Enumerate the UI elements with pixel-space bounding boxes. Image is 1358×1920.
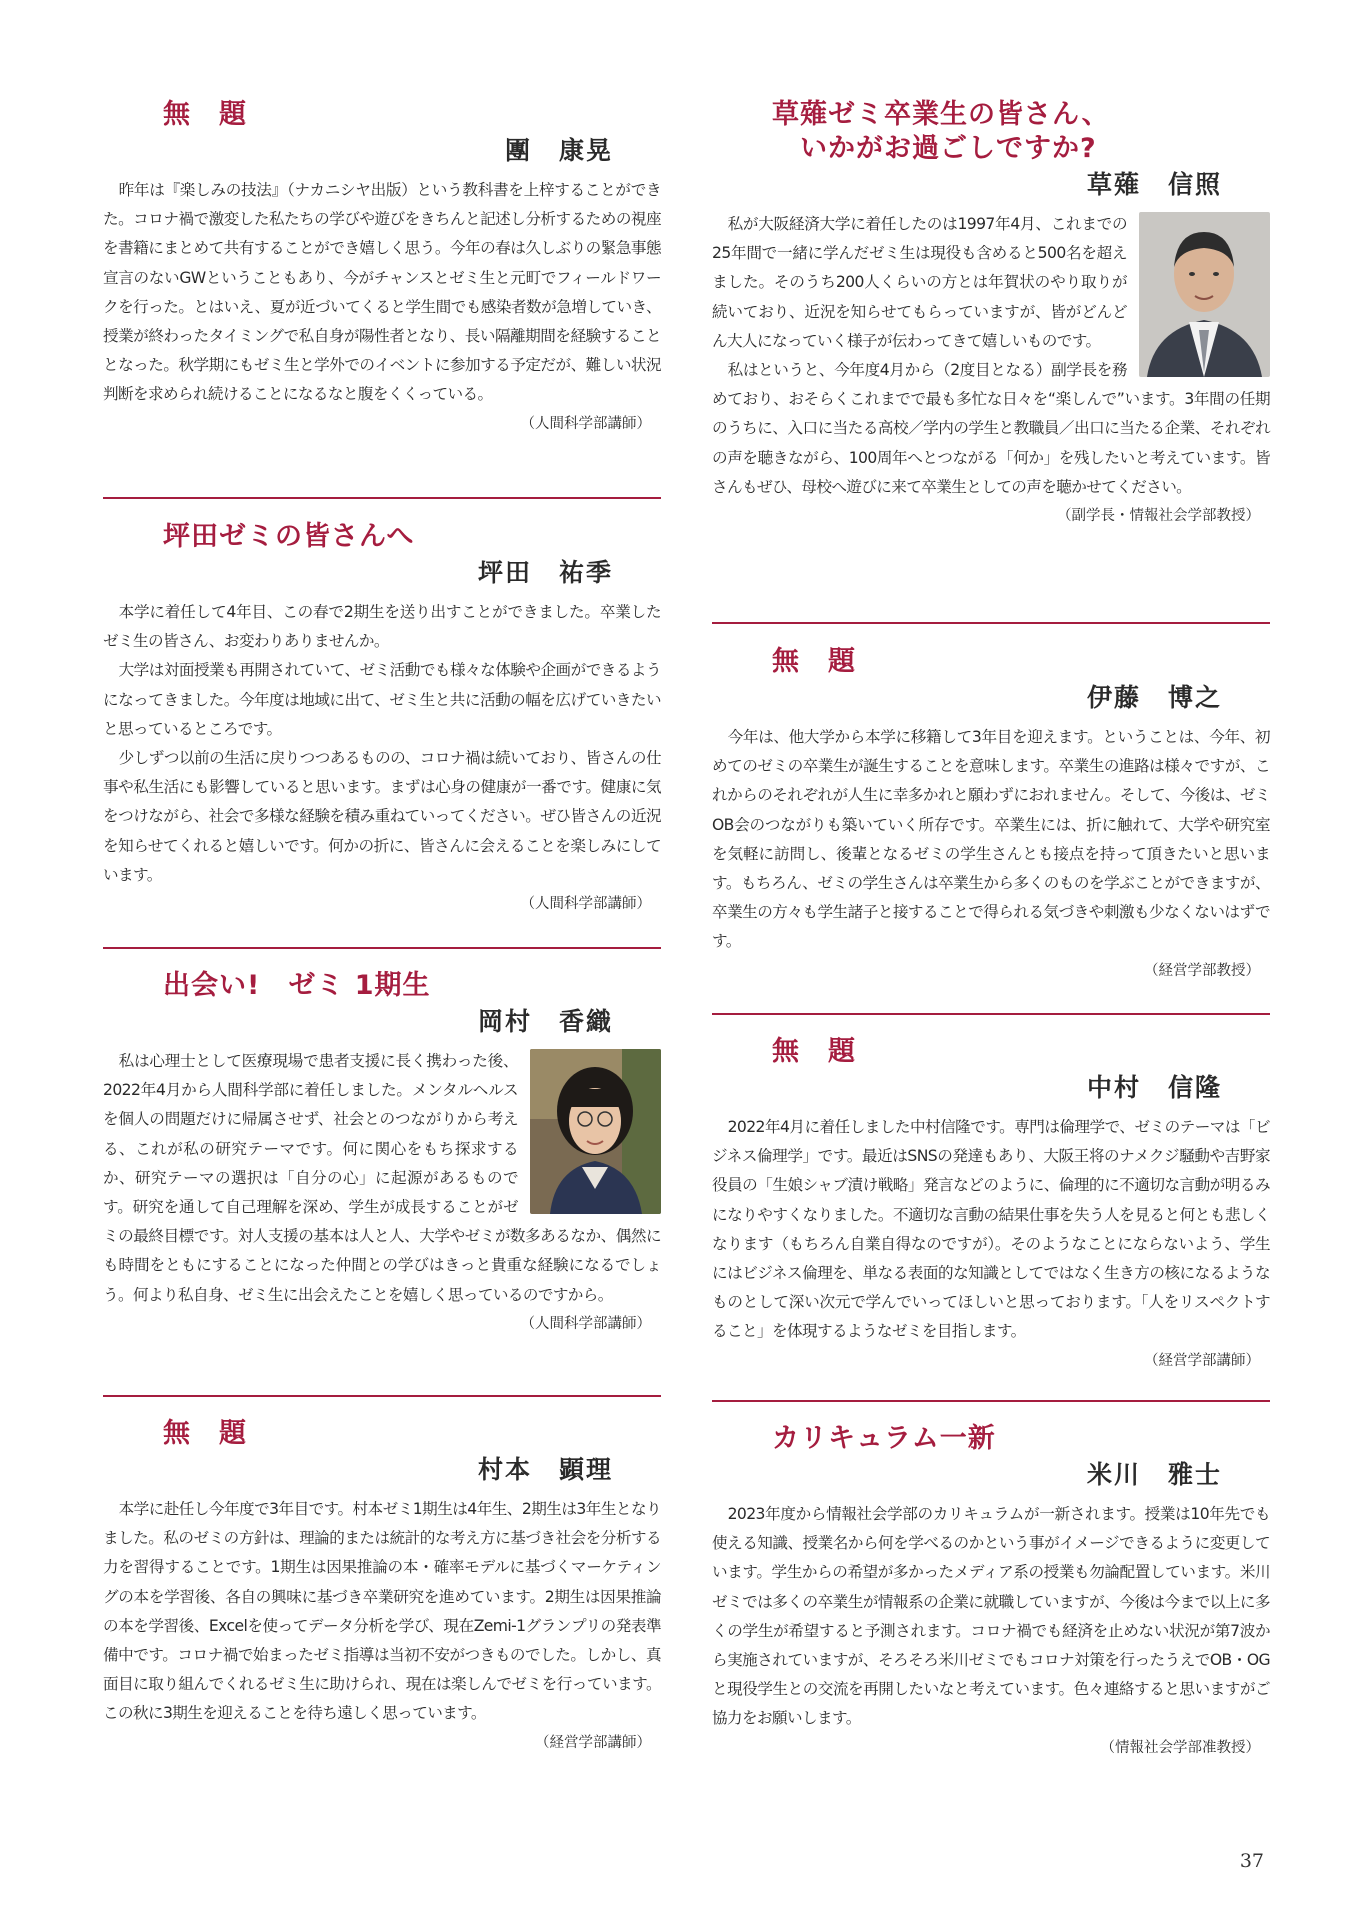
author-photo-kusanagi — [1139, 212, 1270, 377]
article-author: 草薙 信照 — [1086, 170, 1222, 199]
article-body — [712, 1113, 1270, 1347]
page-number: 37 — [1239, 1850, 1264, 1872]
article-body — [712, 210, 1270, 502]
article-body — [712, 1500, 1270, 1734]
article-title: 草薙ゼミ卒業生の皆さん、 いかがお過ごしですか? — [772, 99, 1110, 164]
article-author: 團 康晃 — [504, 136, 613, 165]
article-author: 米川 雅士 — [1086, 1460, 1222, 1489]
article-title: 無 題 — [772, 646, 856, 677]
article-ito — [712, 645, 1270, 985]
article-title: 無 題 — [163, 99, 247, 130]
article-affiliation: （人間科学部講師） — [520, 896, 651, 913]
article-kusanagi — [712, 98, 1270, 530]
article-paragraph: 2022年4月に着任しました中村信隆です。専門は倫理学で、ゼミのテーマは「ビジネス倫理学」です。最近はSNSの発達もあり、大阪王将のナメクジ騒動や吉野家役員の「生娘シャブ漬け戦略」発言などのように、倫理的に不適切な言動が明るみになりやすくなりました。不適切な言動の結果仕事を失う人を見ると何とも悲しくなります（もちろん自業自得なのですが）。そのようなことにならないよう、学生にはビジネス倫理を、単なる表面的な知識としてではなく生き方の核になるようなものとして深い次元で学んでいってほしいと思っております。「人をリスペクトすること」を体現するようなゼミを目指します。 — [712, 1118, 1270, 1341]
article-paragraph: 2023年度から情報社会学部のカリキュラムが一新されます。授業は10年先でも使える知識、授業名から何を学べるのかという事がイメージできるように変更しています。学生からの希望が多かったメディア系の授業も勿論配置しています。米川ゼミでは多くの卒業生が情報系の企業に就職していますが、今後は今まで以上に多くの学生が希望すると予測されます。コロナ禍でも経済を止めない状況が第7波から実施されていますが、そろそろ米川ゼミでもコロナ対策を行ったうえでOB・OGと現役学生との交流を再開したいなと考えています。色々連絡すると思いますがご協力をお願いします。 — [712, 1505, 1270, 1728]
article-dan — [103, 98, 661, 438]
article-body — [103, 1047, 661, 1310]
article-title: 坪田ゼミの皆さんへ — [163, 521, 415, 552]
article-tsubota — [103, 520, 661, 918]
section-divider — [712, 1013, 1270, 1015]
article-body — [103, 176, 661, 410]
article-paragraph: 大学は対面授業も再開されていて、ゼミ活動でも様々な体験や企画ができるようになってきました。今年度は地域に出て、ゼミ生と共に活動の幅を広げていきたいと思っているところです。 — [103, 661, 661, 738]
article-yonekawa — [712, 1422, 1270, 1762]
article-muramoto — [103, 1417, 661, 1757]
article-author: 伊藤 博之 — [1086, 683, 1222, 712]
article-affiliation: （人間科学部講師） — [520, 1315, 651, 1332]
article-paragraph: 少しずつ以前の生活に戻りつつあるものの、コロナ禍は続いており、皆さんの仕事や私生活にも影響していると思います。まずは心身の健康が一番です。健康に気をつけながら、社会で多様な経験を積み重ねていってください。ぜひ皆さんの近況を知らせてくれると嬉しいです。何かの折に、皆さんに会えることを楽しみにしています。 — [103, 749, 661, 884]
article-affiliation: （情報社会学部准教授） — [1100, 1739, 1260, 1756]
article-paragraph: 私はというと、今年度4月から（2度目となる）副学長を務めており、おそらくこれまでで最も多忙な日々を“楽しんで”います。3年間の任期のうちに、入口に当たる高校／学内の学生と教職員／出口に当たる企業、それぞれの声を聴きながら、100周年へとつながる「何か」を残したいと考えています。皆さんもぜひ、母校へ遊びに来て卒業生としての声を聴かせてください。 — [712, 361, 1270, 496]
article-nakamura — [712, 1035, 1270, 1375]
article-title: 無 題 — [772, 1036, 856, 1067]
article-author: 村本 顕理 — [477, 1455, 613, 1484]
author-photo-okamura — [530, 1049, 661, 1214]
article-author: 中村 信隆 — [1086, 1073, 1222, 1102]
section-divider — [103, 497, 661, 499]
article-body — [712, 723, 1270, 957]
section-divider — [103, 1395, 661, 1397]
article-affiliation: （人間科学部講師） — [520, 415, 651, 432]
article-affiliation: （副学長・情報社会学部教授） — [1057, 508, 1260, 525]
section-divider — [103, 947, 661, 949]
article-author: 岡村 香織 — [477, 1007, 613, 1036]
article-body — [103, 1495, 661, 1729]
article-paragraph: 今年は、他大学から本学に移籍して3年目を迎えます。ということは、今年、初めてのゼミの卒業生が誕生することを意味します。卒業生の進路は様々ですが、これからのそれぞれが人生に幸多かれと願わずにおれません。そして、今後は、ゼミOB会のつながりも築いていく所存です。卒業生には、折に触れて、大学や研究室を気軽に訪問し、後輩となるゼミの学生さんとも接点を持って頂きたいと思います。もちろん、ゼミの学生さんは卒業生から多くのものを学ぶことができますが、卒業生の方々も学生諸子と接することで得られる気づきや刺激も少なくないはずです。 — [712, 728, 1270, 951]
article-body — [103, 598, 661, 890]
article-affiliation: （経営学部講師） — [535, 1734, 651, 1751]
article-paragraph: 私が大阪経済大学に着任したのは1997年4月、これまでの25年間で一緒に学んだゼミ生は現役も含めると500名を超えました。そのうち200人くらいの方とは年賀状のやり取りが続いており、近況を知らせてもらっていますが、皆がどんどん大人になっていく様子が伝わってきて嬉しいものです。 — [712, 215, 1127, 350]
article-paragraph: 昨年は『楽しみの技法』（ナカニシヤ出版）という教科書を上梓することができた。コロナ禍で激変した私たちの学びや遊びをきちんと記述し分析するための視座を書籍にまとめて共有することができ嬉しく思う。今年の春は久しぶりの緊急事態宣言のないGWということもあり、今がチャンスとゼミ生と元町でフィールドワークを行った。とはいえ、夏が近づいてくると学生間でも感染者数が急増していき、授業が終わったタイミングで私自身が陽性者となり、長い隔離期間を経験することとなった。秋学期にもゼミ生と学外でのイベントに参加する予定だが、難しい状況判断を求められ続けることになるなと腹をくくっている。 — [103, 181, 661, 404]
article-author: 坪田 祐季 — [477, 558, 613, 587]
article-paragraph: 私は心理士として医療現場で患者支援に長く携わった後、2022年4月から人間科学部に着任しました。メンタルヘルスを個人の問題だけに帰属させず、社会とのつながりから考える、これが私の研究テーマです。何に関心をもち探求するか、研究テーマの選択は「自分の心」に起源があるものです。研究を通して自己理解を深め、学生が成長することがゼミの最終目標です。対人支援の基本は人と人、大学やゼミが数多あるなか、偶然にも時間をともにすることになった仲間との学びはきっと貴重な経験になるでしょう。何より私自身、ゼミ生に出会えたことを嬉しく思っているのですから。 — [103, 1052, 661, 1304]
section-divider — [712, 622, 1270, 624]
article-affiliation: （経営学部講師） — [1144, 1352, 1260, 1369]
article-paragraph: 本学に着任して4年目、この春で2期生を送り出すことができました。卒業したゼミ生の皆さん、お変わりありませんか。 — [103, 603, 661, 651]
article-title: カリキュラム一新 — [772, 1423, 996, 1454]
section-divider — [712, 1400, 1270, 1402]
article-okamura — [103, 969, 661, 1338]
article-affiliation: （経営学部教授） — [1144, 962, 1260, 979]
article-paragraph: 本学に赴任し今年度で3年目です。村本ゼミ1期生は4年生、2期生は3年生となりました。私のゼミの方針は、理論的または統計的な考え方に基づき社会を分析する力を習得することです。1期生は因果推論の本・確率モデルに基づくマーケティングの本を学習後、各自の興味に基づき卒業研究を進めています。2期生は因果推論の本を学習後、Excelを使ってデータ分析を学び、現在Zemi-1グランプリの発表準備中です。コロナ禍で始まったゼミ指導は当初不安がつきものでした。しかし、真面目に取り組んでくれるゼミ生に助けられ、現在は楽しんでゼミを行っています。この秋に3期生を迎えることを待ち遠しく思っています。 — [103, 1500, 661, 1723]
article-title: 出会い! ゼミ 1期生 — [163, 970, 431, 1001]
article-title: 無 題 — [163, 1418, 247, 1449]
